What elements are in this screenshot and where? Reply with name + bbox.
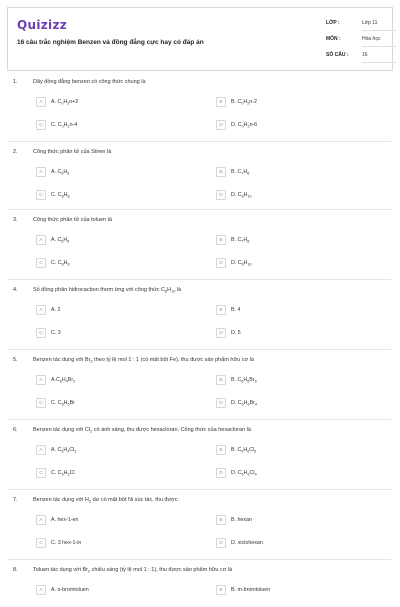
answer-letter-box[interactable]: B — [216, 375, 226, 385]
answer-option-text: B. $C_7H_8$ — [231, 236, 250, 243]
answer-option-d[interactable] — [216, 258, 386, 269]
meta-value: Lớp 11 — [362, 17, 396, 31]
answer-option-text: C. $C_8H_8$ — [51, 191, 70, 198]
answer-option-a[interactable] — [36, 97, 206, 108]
answer-option-text: B. 4 — [231, 306, 241, 313]
answer-option-b[interactable] — [216, 305, 386, 316]
question-number: 7. — [13, 497, 18, 503]
answer-option-text: D. $C_8H_{10}$ — [231, 259, 252, 266]
question-divider — [7, 419, 391, 420]
answer-option-text: A. $C_6H_6$ — [51, 236, 70, 243]
answer-option-d[interactable] — [216, 538, 386, 549]
question-number: 4. — [13, 287, 18, 293]
answer-option-text: D. $C_6H_6Cl_4$ — [231, 469, 257, 476]
answer-option-text: B. $C_6H_6Cl_6$ — [231, 446, 257, 453]
answer-option-c[interactable] — [36, 190, 206, 201]
quizizz-logo: Quizizz — [17, 18, 68, 32]
answer-letter-box[interactable]: A — [36, 305, 46, 315]
answer-option-text: A. $C_6H_4Cl_2$ — [51, 446, 77, 453]
answer-letter-box[interactable]: C — [36, 468, 46, 478]
question-number: 2. — [13, 149, 18, 155]
answer-letter-box[interactable]: A — [36, 97, 46, 107]
answer-letter-box[interactable]: C — [36, 328, 46, 338]
answer-option-c[interactable] — [36, 468, 206, 479]
answer-option-a[interactable] — [36, 305, 206, 316]
answer-letter-box[interactable]: B — [216, 97, 226, 107]
meta-class — [326, 17, 396, 31]
answer-option-d[interactable] — [216, 398, 386, 409]
question-number: 1. — [13, 79, 18, 85]
answer-letter-box[interactable]: B — [216, 585, 226, 595]
answer-option-a[interactable] — [36, 515, 206, 526]
answer-option-text: A. hex-1-en — [51, 516, 79, 523]
answer-letter-box[interactable]: A — [36, 167, 46, 177]
question-number: 8. — [13, 567, 18, 573]
answer-option-b[interactable] — [216, 515, 386, 526]
answer-option-b[interactable] — [216, 585, 386, 596]
question-text: Công thức phân tử của toluen là — [33, 217, 112, 223]
answer-option-d[interactable] — [216, 328, 386, 339]
answer-letter-box[interactable]: B — [216, 515, 226, 525]
answer-letter-box[interactable]: C — [36, 120, 46, 130]
meta-label: SỐ CÂU : — [326, 52, 349, 58]
answer-option-a[interactable] — [36, 585, 206, 596]
question-divider — [7, 141, 391, 142]
question-text: Toluen tác dụng với $Br_2$ chiếu sáng (tỷ lệ mol 1 : 1), thu được sản phẩm hữu cơ là — [33, 567, 233, 574]
answer-letter-box[interactable]: C — [36, 538, 46, 548]
answer-letter-box[interactable]: D — [216, 398, 226, 408]
question-text: Benzen tác dụng với $Cl_2$ có ánh sáng, thu được hexacloran. Công thức của hexacloran là — [33, 427, 251, 434]
answer-letter-box[interactable]: D — [216, 120, 226, 130]
answer-option-text: C. $C_8H_8$ — [51, 259, 70, 266]
question-number: 6. — [13, 427, 18, 433]
page-title: 16 câu trắc nghiệm Benzen và đồng đẳng cực hay có đáp án — [17, 39, 204, 46]
answer-option-b[interactable] — [216, 97, 386, 108]
answer-letter-box[interactable]: D — [216, 190, 226, 200]
answer-option-text: A. o-bromtoluen — [51, 586, 89, 593]
answer-option-text: C. $C_nH_2n-4$ — [51, 121, 78, 128]
question-number: 5. — [13, 357, 18, 363]
answer-option-text: C. 3 hex-1-in — [51, 539, 82, 546]
answer-option-a[interactable] — [36, 167, 206, 178]
answer-option-text: A. $C_nH_2n+2$ — [51, 98, 79, 105]
meta-label: MÔN : — [326, 36, 341, 42]
answer-option-b[interactable] — [216, 445, 386, 456]
answer-letter-box[interactable]: C — [36, 190, 46, 200]
worksheet-page — [7, 7, 393, 607]
answer-option-text: A. 2 — [51, 306, 61, 313]
answer-letter-box[interactable]: B — [216, 235, 226, 245]
question-divider — [7, 209, 391, 210]
answer-option-d[interactable] — [216, 120, 386, 131]
answer-option-text: D. $C_nH_2n-6$ — [231, 121, 258, 128]
question-number: 3. — [13, 217, 18, 223]
answer-option-b[interactable] — [216, 235, 386, 246]
answer-option-text: C. 3 — [51, 329, 61, 336]
meta-value: 16 — [362, 49, 396, 63]
question-text: Benzen tác dụng với $H_2$ dư có mặt bột Ni xúc tác, thu được — [33, 497, 178, 504]
answer-option-c[interactable] — [36, 120, 206, 131]
answer-letter-box[interactable]: C — [36, 258, 46, 268]
meta-subject — [326, 33, 396, 47]
answer-option-b[interactable] — [216, 375, 386, 386]
answer-option-d[interactable] — [216, 190, 386, 201]
answer-letter-box[interactable]: A — [36, 235, 46, 245]
answer-option-text: B. $C_nH_2n-2$ — [231, 98, 257, 105]
answer-letter-box[interactable]: C — [36, 398, 46, 408]
answer-option-text: B. m-bromtoluen — [231, 586, 271, 593]
answer-letter-box[interactable]: B — [216, 167, 226, 177]
answer-option-text: B. hexan — [231, 516, 252, 523]
question-divider — [7, 489, 391, 490]
answer-option-b[interactable] — [216, 167, 386, 178]
answer-option-a[interactable] — [36, 445, 206, 456]
question-divider — [7, 559, 391, 560]
answer-option-c[interactable] — [36, 398, 206, 409]
question-text: Công thức phân tử của Stiren là — [33, 149, 112, 155]
answer-letter-box[interactable]: D — [216, 468, 226, 478]
question-text: Số đồng phân hiđrocacbon thơm ứng với công thức $C_8H_{10}$ là — [33, 287, 182, 294]
answer-letter-box[interactable]: D — [216, 328, 226, 338]
answer-letter-box[interactable]: D — [216, 538, 226, 548]
answer-letter-box[interactable]: B — [216, 445, 226, 455]
answer-option-a[interactable] — [36, 375, 206, 386]
answer-letter-box[interactable]: A — [36, 375, 46, 385]
answer-option-text: D. $C_8H_{10}$ — [231, 191, 252, 198]
answer-option-a[interactable] — [36, 235, 206, 246]
answer-option-text: B. $C_6H_6Br_6$ — [231, 376, 257, 383]
answer-letter-box[interactable]: A — [36, 445, 46, 455]
question-text: Dãy đồng đẳng benzen có công thức chung là — [33, 79, 146, 85]
answer-option-c[interactable] — [36, 538, 206, 549]
answer-option-text: $A.C_6H_4Br_2$ — [51, 376, 76, 383]
answer-letter-box[interactable]: B — [216, 305, 226, 315]
answer-option-text: A. $C_6H_6$ — [51, 168, 70, 175]
answer-option-text: D. $C_6H_6Br_4$ — [231, 399, 257, 406]
meta-value: Hóa học — [362, 33, 396, 47]
question-divider — [7, 349, 391, 350]
answer-option-text: C. $C_6H_5Cl$ — [51, 469, 75, 476]
question-text: Benzen tác dụng với $Br_2$ theo tỷ lệ mol 1 : 1 (có mặt bột Fe), thu được sản phẩm hữu cơ là — [33, 357, 254, 364]
answer-option-c[interactable] — [36, 258, 206, 269]
answer-option-text: D. 5 — [231, 329, 241, 336]
answer-option-text: D. xiclohexan — [231, 539, 263, 546]
worksheet-header — [7, 7, 393, 71]
meta-question-count — [326, 49, 396, 63]
answer-letter-box[interactable]: A — [36, 515, 46, 525]
answer-option-d[interactable] — [216, 468, 386, 479]
answer-letter-box[interactable]: D — [216, 258, 226, 268]
answer-option-text: B. $C_7H_8$ — [231, 168, 250, 175]
answer-option-text: C. $C_6H_5Br$ — [51, 399, 75, 406]
answer-letter-box[interactable]: A — [36, 585, 46, 595]
meta-label: LỚP : — [326, 20, 340, 26]
answer-option-c[interactable] — [36, 328, 206, 339]
question-divider — [7, 279, 391, 280]
